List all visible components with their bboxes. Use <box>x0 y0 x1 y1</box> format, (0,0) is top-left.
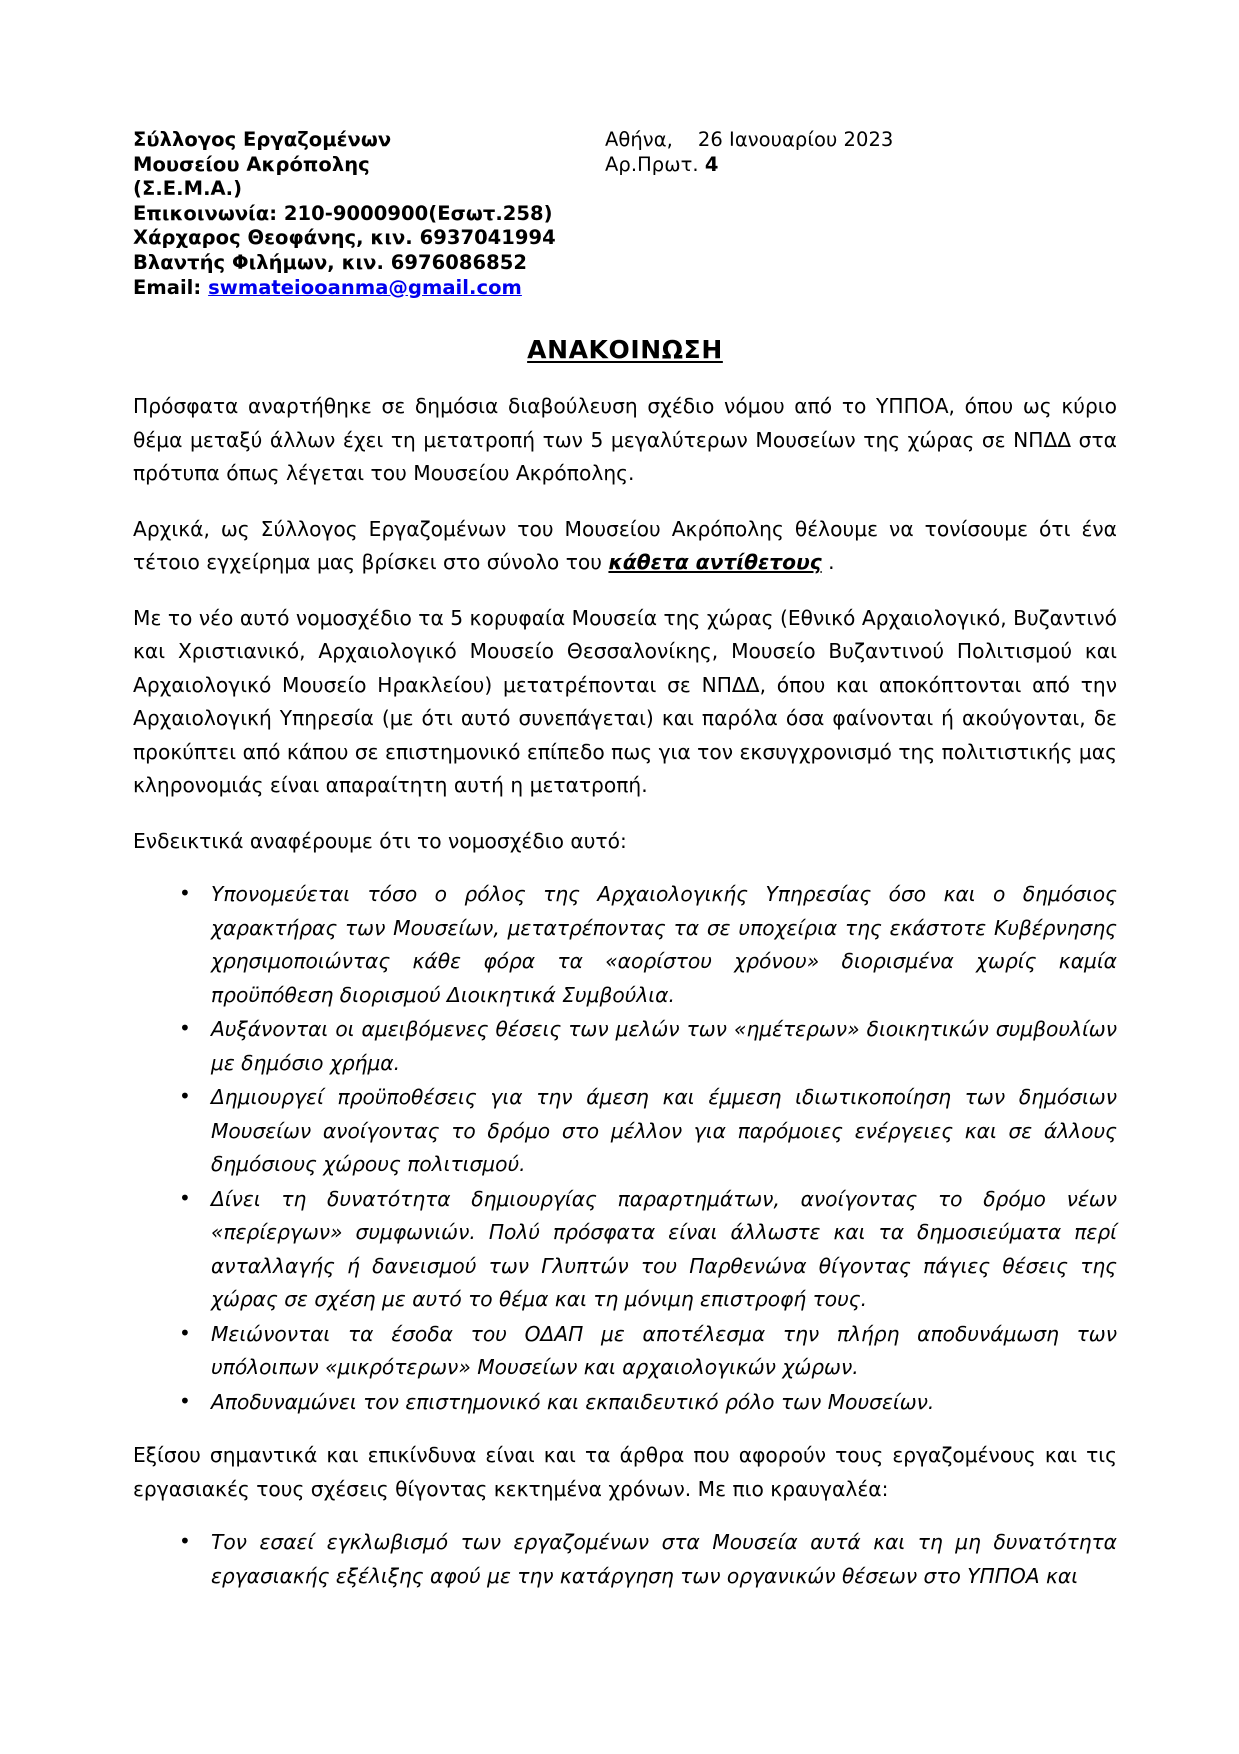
paragraph-5: Εξίσου σημαντικά και επικίνδυνα είναι και τα άρθρα που αφορούν τους εργαζομένους και τις εργασιακές τους σχέσεις θίγοντας κεκτημένα χρόνων. Με πιο κραυγαλέα: <box>133 1443 1117 1501</box>
email-link[interactable]: swmateiooanma@gmail.com <box>208 275 522 299</box>
letterhead-organization-block <box>133 128 603 300</box>
bullet-list-secondary <box>133 1526 1117 1593</box>
protocol-number: 4 <box>704 152 719 176</box>
paragraph-3: Με το νέο αυτό νομοσχέδιο τα 5 κορυφαία Μουσεία της χώρας (Εθνικό Αρχαιολογικό, Βυζαντινό και Χριστιανικό, Αρχαιολογικό Μουσείο Θεσσαλονίκης, Μουσείο Βυζαντινού Πολιτισμού και Αρχαιολογικό Μουσείο Ηρακλείου) μετατρέπονται σε ΝΠΔΔ, όπου και αποκόπτονται από την Αρχαιολογική Υπηρεσία (με ότι αυτό συνεπάγεται) και παρόλα όσα φαίνονται ή ακούγονται, δε προκύπτει από κάπου σε επιστημονικό επίπεδο πως για τον εκσυγχρονισμό της πολιτιστικής μας κληρονομιάς είναι απαραίτητη αυτή η μετατροπή. <box>133 605 1117 798</box>
paragraph-2-emphasis: κάθετα αντίθετους <box>608 550 822 575</box>
list-item: • Τον εσαεί εγκλωβισμό των εργαζομένων στα Μουσεία αυτά και τη μη δυνατότητα εργασιακής εξέλιξης αφού με την κατάργηση των οργανικών θέσεων στο ΥΠΠΟΑ και <box>211 1526 1117 1593</box>
paragraph-4-intro: Ενδεικτικά αναφέρουμε ότι το νομοσχέδιο αυτό: <box>133 828 627 853</box>
org-line-2: Μουσείου Ακρόπολης <box>133 152 370 176</box>
document-body <box>133 390 1117 1593</box>
list-item: • Αποδυναμώνει τον επιστημονικό και εκπαιδευτικό ρόλο των Μουσείων. <box>211 1386 1117 1420</box>
protocol-line <box>605 153 1117 178</box>
org-email-line <box>133 276 603 301</box>
paragraph-1: Πρόσφατα αναρτήθηκε σε δημόσια διαβούλευση σχέδιο νόμου από το ΥΠΠΟΑ, όπου ως κύριο θέμα μεταξύ άλλων έχει τη μετατροπή των 5 μεγαλύτερων Μουσείων της χώρας σε ΝΠΔΔ στα πρότυπα όπως λέγεται του Μουσείου Ακρόπολης. <box>133 394 1117 486</box>
org-line-3: (Σ.Ε.Μ.Α.) <box>133 177 243 201</box>
list-item: • Μειώνονται τα έσοδα του ΟΔΑΠ με αποτέλεσμα την πλήρη αποδυνάμωση των υπόλοιπων «μικρότερων» Μουσείων και αρχαιολογικών χώρων. <box>211 1318 1117 1385</box>
page-title-text: ΑΝΑΚΟΙΝΩΣΗ <box>527 335 723 365</box>
org-contact-person-1: Χάρχαρος Θεοφάνης, κιν. 6937041994 <box>133 226 556 250</box>
place-and-date: Αθήνα, 26 Ιανουαρίου 2023 <box>605 128 894 151</box>
paragraph-2 <box>133 513 1117 580</box>
letterhead <box>133 128 1117 300</box>
org-line-1: Σύλλογος Εργαζομένων <box>133 128 392 151</box>
letterhead-date-block <box>603 128 1117 177</box>
list-item: • Δημιουργεί προϋποθέσεις για την άμεση και έμμεση ιδιωτικοποίηση των δημόσιων Μουσείων ανοίγοντας το δρόμο στο μέλλον για παρόμοιες ενέργειες και σε άλλους δημόσιους χώρους πολιτισμού. <box>211 1081 1117 1182</box>
bullet-list-primary <box>133 878 1117 1419</box>
list-item: • Αυξάνονται οι αμειβόμενες θέσεις των μελών των «ημέτερων» διοικητικών συμβουλίων με δημόσιο χρήμα. <box>211 1013 1117 1080</box>
list-item: • Υπονομεύεται τόσο ο ρόλος της Αρχαιολογικής Υπηρεσίας όσο και ο δημόσιος χαρακτήρας των Μουσείων, μετατρέποντας τα σε υποχείρια της εκάστοτε Κυβέρνησης χρησιμοποιώντας κάθε φόρα τα «αορίστου χρόνου» διορισμένα χωρίς καμία προϋπόθεση διορισμού Διοικητικά Συμβούλια. <box>211 878 1117 1012</box>
org-contact-person-2: Βλαντής Φιλήμων, κιν. 6976086852 <box>133 250 527 274</box>
paragraph-2-lead: Αρχικά, ως Σύλλογος Εργαζομένων του Μουσείου Ακρόπολης θέλουμε να τονίσουμε ότι ένα τέτοιο εγχείρημα μας βρίσκει στο σύνολο του <box>133 516 1117 575</box>
protocol-label: Αρ.Πρωτ. <box>605 152 705 176</box>
page-title <box>133 335 1117 364</box>
paragraph-2-tail: . <box>821 550 835 575</box>
list-item: • Δίνει τη δυνατότητα δημιουργίας παραρτημάτων, ανοίγοντας το δρόμο νέων «περίεργων» συμφωνιών. Πολύ πρόσφατα είναι άλλωστε και τα δημοσιεύματα περί ανταλλαγής ή δανεισμού των Γλυπτών του Παρθενώνα θίγοντας πάγιες θέσεις της χώρας σε σχέση με αυτό το θέμα και τη μόνιμη επιστροφή τους. <box>211 1183 1117 1317</box>
org-contact-phone: Επικοινωνία: 210-9000900(Εσωτ.258) <box>133 201 553 225</box>
email-label: Email: <box>133 275 209 299</box>
